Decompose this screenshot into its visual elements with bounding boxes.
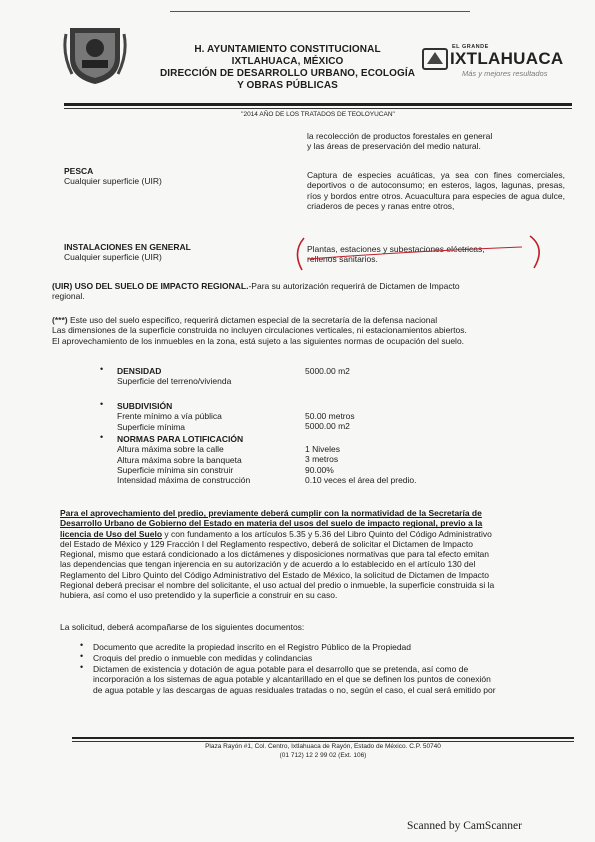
pesca-title: PESCA (64, 166, 94, 176)
header-line-3: DIRECCIÓN DE DESARROLLO URBANO, ECOLOGÍA (159, 68, 416, 79)
footer-line-2: (01 712) 12 2 99 02 (Ext. 106) (279, 752, 367, 759)
normas-value-2: 3 metros (305, 454, 339, 465)
header-rule-thin (64, 108, 572, 109)
subdivision-label-1: Frente mínimo a vía pública (117, 411, 222, 422)
scanner-watermark: Scanned by CamScanner (407, 820, 522, 832)
uir-text-1: -Para su autorización requerirá de Dictamen de Impacto (248, 281, 460, 291)
header-line-1: H. AYUNTAMIENTO CONSTITUCIONAL (194, 44, 381, 55)
bullet-dot: • (80, 651, 84, 661)
bullet-dot: • (100, 364, 104, 374)
normas-label-2: Altura máxima sobre la banqueta (117, 454, 242, 465)
subdivision-value-1: 50.00 metros (305, 411, 355, 421)
uir-paragraph (52, 281, 567, 302)
pesca-subtitle: Cualquier superficie (UIR) (64, 176, 162, 187)
densidad-title: DENSIDAD (117, 366, 162, 376)
continued-line-1: la recolección de productos forestales en general (307, 131, 493, 141)
bullet-dot: • (100, 432, 104, 442)
document-item-3-line-3: de agua potable y las descargas de aguas residuales tratadas o no, según el caso, el cual será emitido por (93, 684, 496, 695)
note-line-2: Las dimensiones de la superficie construida no incluyen circulaciones verticales, ni estacionamientos abiertos. (52, 325, 467, 336)
uir-text-2: regional. (52, 291, 85, 302)
para-underlined-1: Para el aprovechamiento del predio, previamente deberá cumplir con la normatividad de la Secretaría de (60, 508, 482, 518)
scan-top-line (170, 11, 470, 12)
para-underlined-3: licencia de Uso del Suelo (60, 528, 163, 539)
normas-label-1: Altura máxima sobre la calle (117, 444, 224, 455)
header-title (100, 44, 475, 92)
subdivision-section (117, 401, 222, 432)
header-rule (64, 103, 572, 106)
uir-heading: (UIR) USO DEL SUELO DE IMPACTO REGIONAL. (52, 281, 249, 291)
para-line-5: Regional, mismo que estará condicionado a los dictámenes y disposiciones normativas que para tal efecto emitan (60, 549, 490, 560)
continued-line-2: y las áreas de preservación del medio natural. (307, 141, 481, 152)
footer-address (72, 742, 574, 760)
document-item-3 (93, 664, 565, 695)
pesca-description: Captura de especies acuáticas, ya sea con fines comerciales, deportivos o de autoconsumo; en esteros, lagos, lagunas, presas, ríos y bordos entre otros. Acuacultura para especies de agua dulce, criaderos de peces y ranas entre otros, (307, 170, 565, 211)
para-line-7: Reglamento del Libro Quinto del Código Administrativo del Estado de México, la solicitud de Dictamen de Impacto (60, 569, 490, 580)
instalaciones-section (64, 242, 191, 263)
normas-value-3: 90.00% (305, 464, 334, 475)
bullet-dot: • (80, 662, 84, 672)
para-line-9: hubiera, así como el uso pretendido y la superficie a construir en su caso. (60, 590, 338, 601)
brand-tagline: Más y mejores resultados (462, 69, 548, 78)
densidad-value: 5000.00 m2 (305, 366, 350, 376)
para-line-6: las dependencias que tengan injerencia en su autorización y de acuerdo a lo establecido en el artículo 130 del (60, 559, 476, 570)
subdivision-values (305, 411, 355, 432)
subdivision-label-2: Superficie mínima (117, 421, 186, 432)
ixtlahuaca-brand-logo (422, 44, 572, 82)
instalaciones-desc-line-1: Plantas, estaciones y subestaciones eléctricas, (307, 244, 485, 254)
header-line-2: IXTLAHUACA, MÉXICO (231, 56, 344, 67)
main-paragraph (60, 508, 572, 601)
red-handwritten-bracket (290, 232, 550, 274)
normas-label-4: Intensidad máxima de construcción (117, 475, 251, 486)
normas-value-1: 1 Niveles (305, 444, 340, 454)
normas-value-4: 0.10 veces el área del predio. (305, 474, 417, 485)
solicitud-intro: La solicitud, deberá acompañarse de los siguientes documentos: (60, 622, 305, 632)
brand-emblem-icon (422, 48, 448, 70)
brand-small-text: EL GRANDE (452, 44, 489, 50)
footer-rule (72, 737, 574, 739)
brand-name: IXTLAHUACA (450, 49, 564, 68)
footer-line-1: Plaza Rayón #1, Col. Centro, Ixtlahuaca de Rayón, Estado de México. C.P. 50740 (205, 743, 441, 750)
para-line-8: Regional deberá precisar el nombre del solicitante, el uso actual del predio o inmueble, la superficie construida si la (60, 580, 495, 591)
para-line-3-rest: y con fundamento a los artículos 5.35 y 5.36 del Libro Quinto del Código Administrativo (162, 528, 492, 539)
subdivision-value-2: 5000.00 m2 (305, 421, 350, 432)
para-underlined-2: Desarrollo Urbano de Gobierno del Estado en materia del usos del suelo de impacto regional, previo a la (60, 518, 483, 529)
normas-section (117, 434, 250, 485)
document-item-2: Croquis del predio o inmueble con medidas y colindancias (93, 653, 313, 663)
document-item-3-line-2: incorporación a los sistemas de agua potable y alcantarillado en el que se definen los puntos de conexión (93, 674, 491, 685)
document-item-1: Documento que acredite la propiedad inscrito en el Registro Público de la Propiedad (93, 642, 411, 652)
note-stars: (***) (52, 315, 68, 325)
densidad-section (117, 366, 231, 387)
subdivision-title: SUBDIVISIÓN (117, 401, 173, 411)
instalaciones-subtitle: Cualquier superficie (UIR) (64, 252, 162, 263)
instalaciones-title: INSTALACIONES EN GENERAL (64, 242, 191, 252)
note-line-1: Este uso del suelo especifico, requerirá dictamen especial de la secretaría de la defensa nacional (67, 315, 438, 325)
pesca-section (64, 166, 162, 187)
densidad-label: Superficie del terreno/vivienda (117, 376, 232, 387)
notes-block (52, 315, 572, 346)
bullet-dot: • (80, 640, 84, 650)
bullet-dot: • (100, 399, 104, 409)
year-motto: "2014 AÑO DE LOS TRATADOS DE TEOLOYUCAN" (241, 111, 395, 118)
para-line-4: del Estado de México y 129 Fracción I del Reglamento respectivo, deberá de solicitar el Dictamen de Impacto (60, 538, 473, 549)
normas-label-3: Superficie mínima sin construir (117, 464, 234, 475)
continued-text (307, 131, 565, 152)
document-item-3-line-1: Dictamen de existencia y dotación de agua potable para el desarrollo que se pretenda, así como de (93, 664, 469, 674)
normas-values (305, 444, 417, 485)
instalaciones-desc-line-2: rellenos sanitarios. (307, 254, 378, 265)
normas-title: NORMAS PARA LOTIFICACIÓN (117, 434, 244, 444)
header-line-4: Y OBRAS PÚBLICAS (237, 80, 338, 91)
note-line-3: El aprovechamiento de los inmuebles en la zona, está sujeto a las siguientes normas de ocupación del suelo. (52, 335, 465, 346)
